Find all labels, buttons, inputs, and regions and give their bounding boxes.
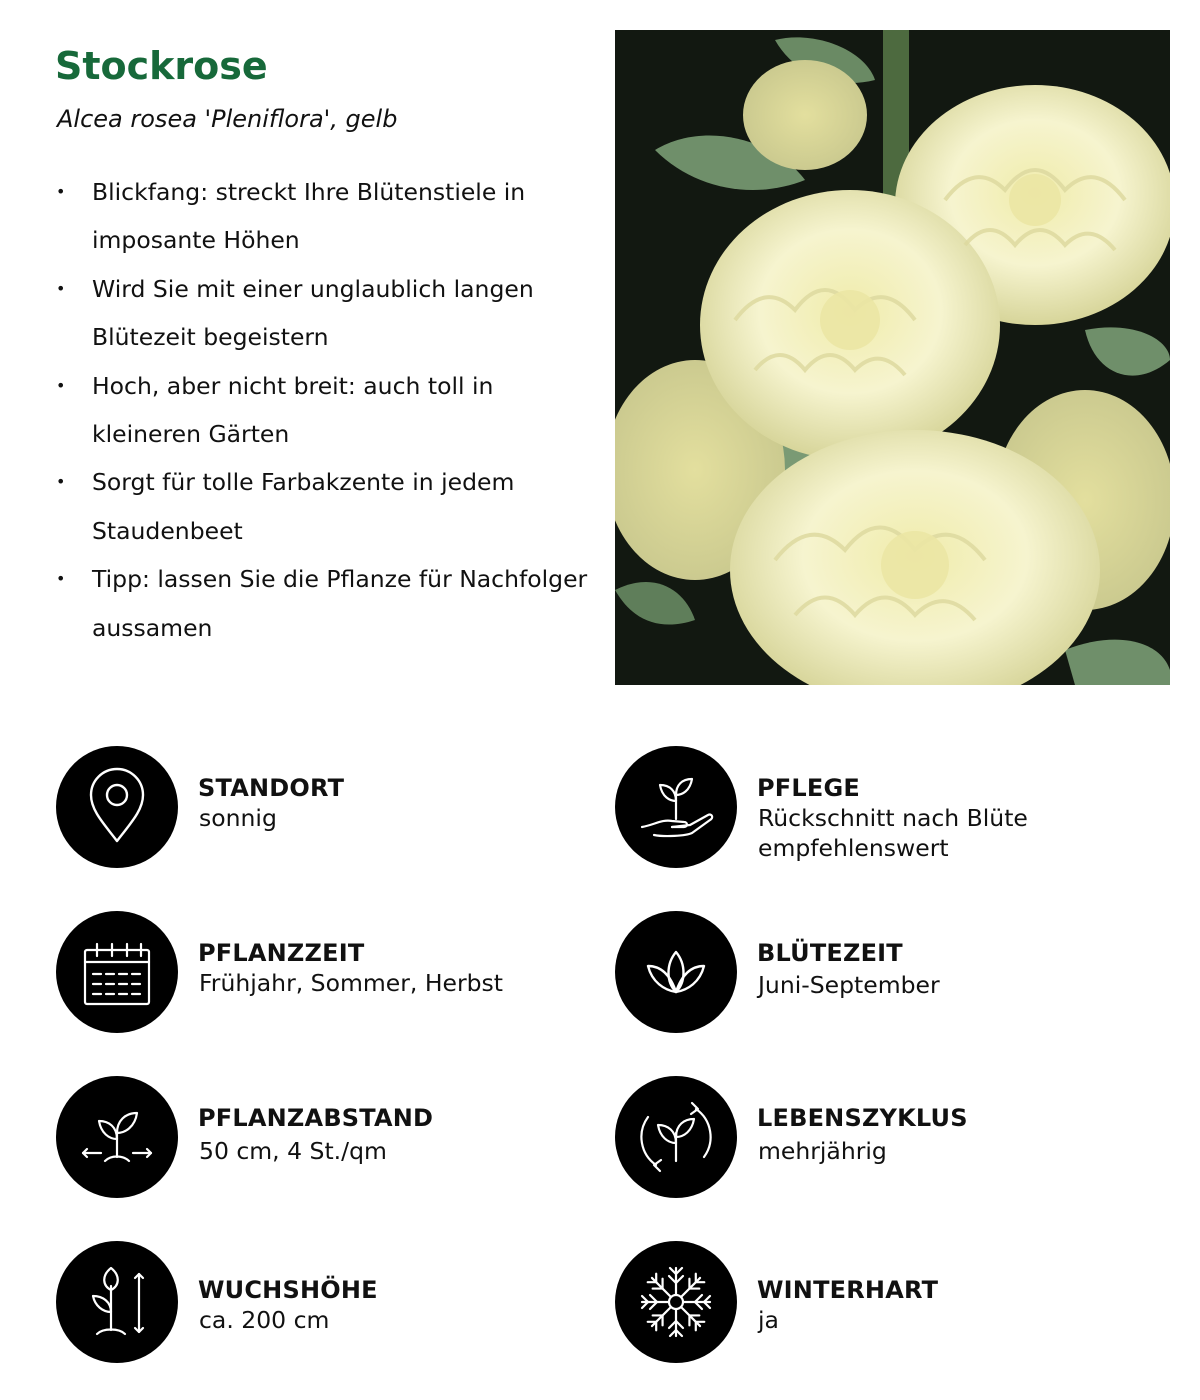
list-item [50, 265, 590, 362]
feature-lebenszyklus [615, 1076, 1155, 1200]
feature-standort [56, 746, 596, 870]
bullet-text: Tipp: lassen Sie die Pflanze für Nachfolger aussamen [92, 565, 588, 642]
product-photo [615, 30, 1170, 685]
list-item [50, 362, 590, 459]
feature-label: WUCHSHÖHE [198, 1276, 378, 1304]
feature-pflege [615, 746, 1155, 870]
bullet-text: Blickfang: streckt Ihre Blütenstiele in imposante Höhen [92, 178, 526, 255]
feature-winterhart [615, 1241, 1155, 1365]
bullet-point: • [56, 569, 66, 589]
calendar-icon [56, 911, 178, 1033]
bullet-point: • [56, 278, 66, 298]
bullet-text: Wird Sie mit einer unglaublich langen Blütezeit begeistern [92, 274, 534, 352]
feature-value: Rückschnitt nach Blüte empfehlenswert [758, 804, 1028, 862]
feature-bluetezeit [615, 911, 1155, 1035]
bullet-point: • [56, 375, 66, 395]
feature-label: PFLANZZEIT [198, 939, 365, 967]
list-item [50, 555, 590, 652]
feature-pflanzzeit [56, 911, 596, 1035]
feature-label: BLÜTEZEIT [757, 939, 903, 967]
feature-value: mehrjährig [758, 1137, 887, 1165]
feature-label: STANDORT [198, 774, 345, 802]
benefit-list [50, 168, 590, 652]
bullet-text: Hoch, aber nicht breit: auch toll in kleineren Gärten [92, 371, 494, 449]
product-subtitle: Alcea rosea 'Pleniflora', gelb [57, 105, 398, 133]
plant-height-icon [56, 1241, 178, 1363]
feature-value: 50 cm, 4 St./qm [199, 1137, 387, 1165]
product-title: Stockrose [55, 44, 268, 88]
feature-value: Frühjahr, Sommer, Herbst [199, 969, 503, 997]
bullet-point: • [56, 182, 66, 201]
location-pin-icon [56, 746, 178, 868]
plant-spacing-icon [56, 1076, 178, 1198]
lotus-flower-icon [615, 911, 737, 1033]
snowflake-icon [615, 1241, 737, 1363]
feature-label: PFLANZABSTAND [198, 1104, 434, 1132]
lifecycle-icon [615, 1076, 737, 1198]
seedling-hand-icon [615, 746, 737, 868]
list-item [50, 168, 590, 265]
feature-value: sonnig [199, 804, 277, 832]
feature-label: LEBENSZYKLUS [757, 1104, 968, 1132]
bullet-point: • [56, 472, 66, 492]
feature-value: ja [758, 1306, 779, 1334]
bullet-text: Sorgt für tolle Farbakzente in jedem Staudenbeet [92, 468, 515, 545]
list-item [50, 458, 590, 555]
feature-label: PFLEGE [757, 774, 860, 802]
feature-label: WINTERHART [757, 1276, 939, 1304]
feature-value: ca. 200 cm [199, 1306, 330, 1334]
feature-value: Juni-September [758, 971, 940, 999]
feature-pflanzabstand [56, 1076, 596, 1200]
feature-wuchshoehe [56, 1241, 596, 1365]
